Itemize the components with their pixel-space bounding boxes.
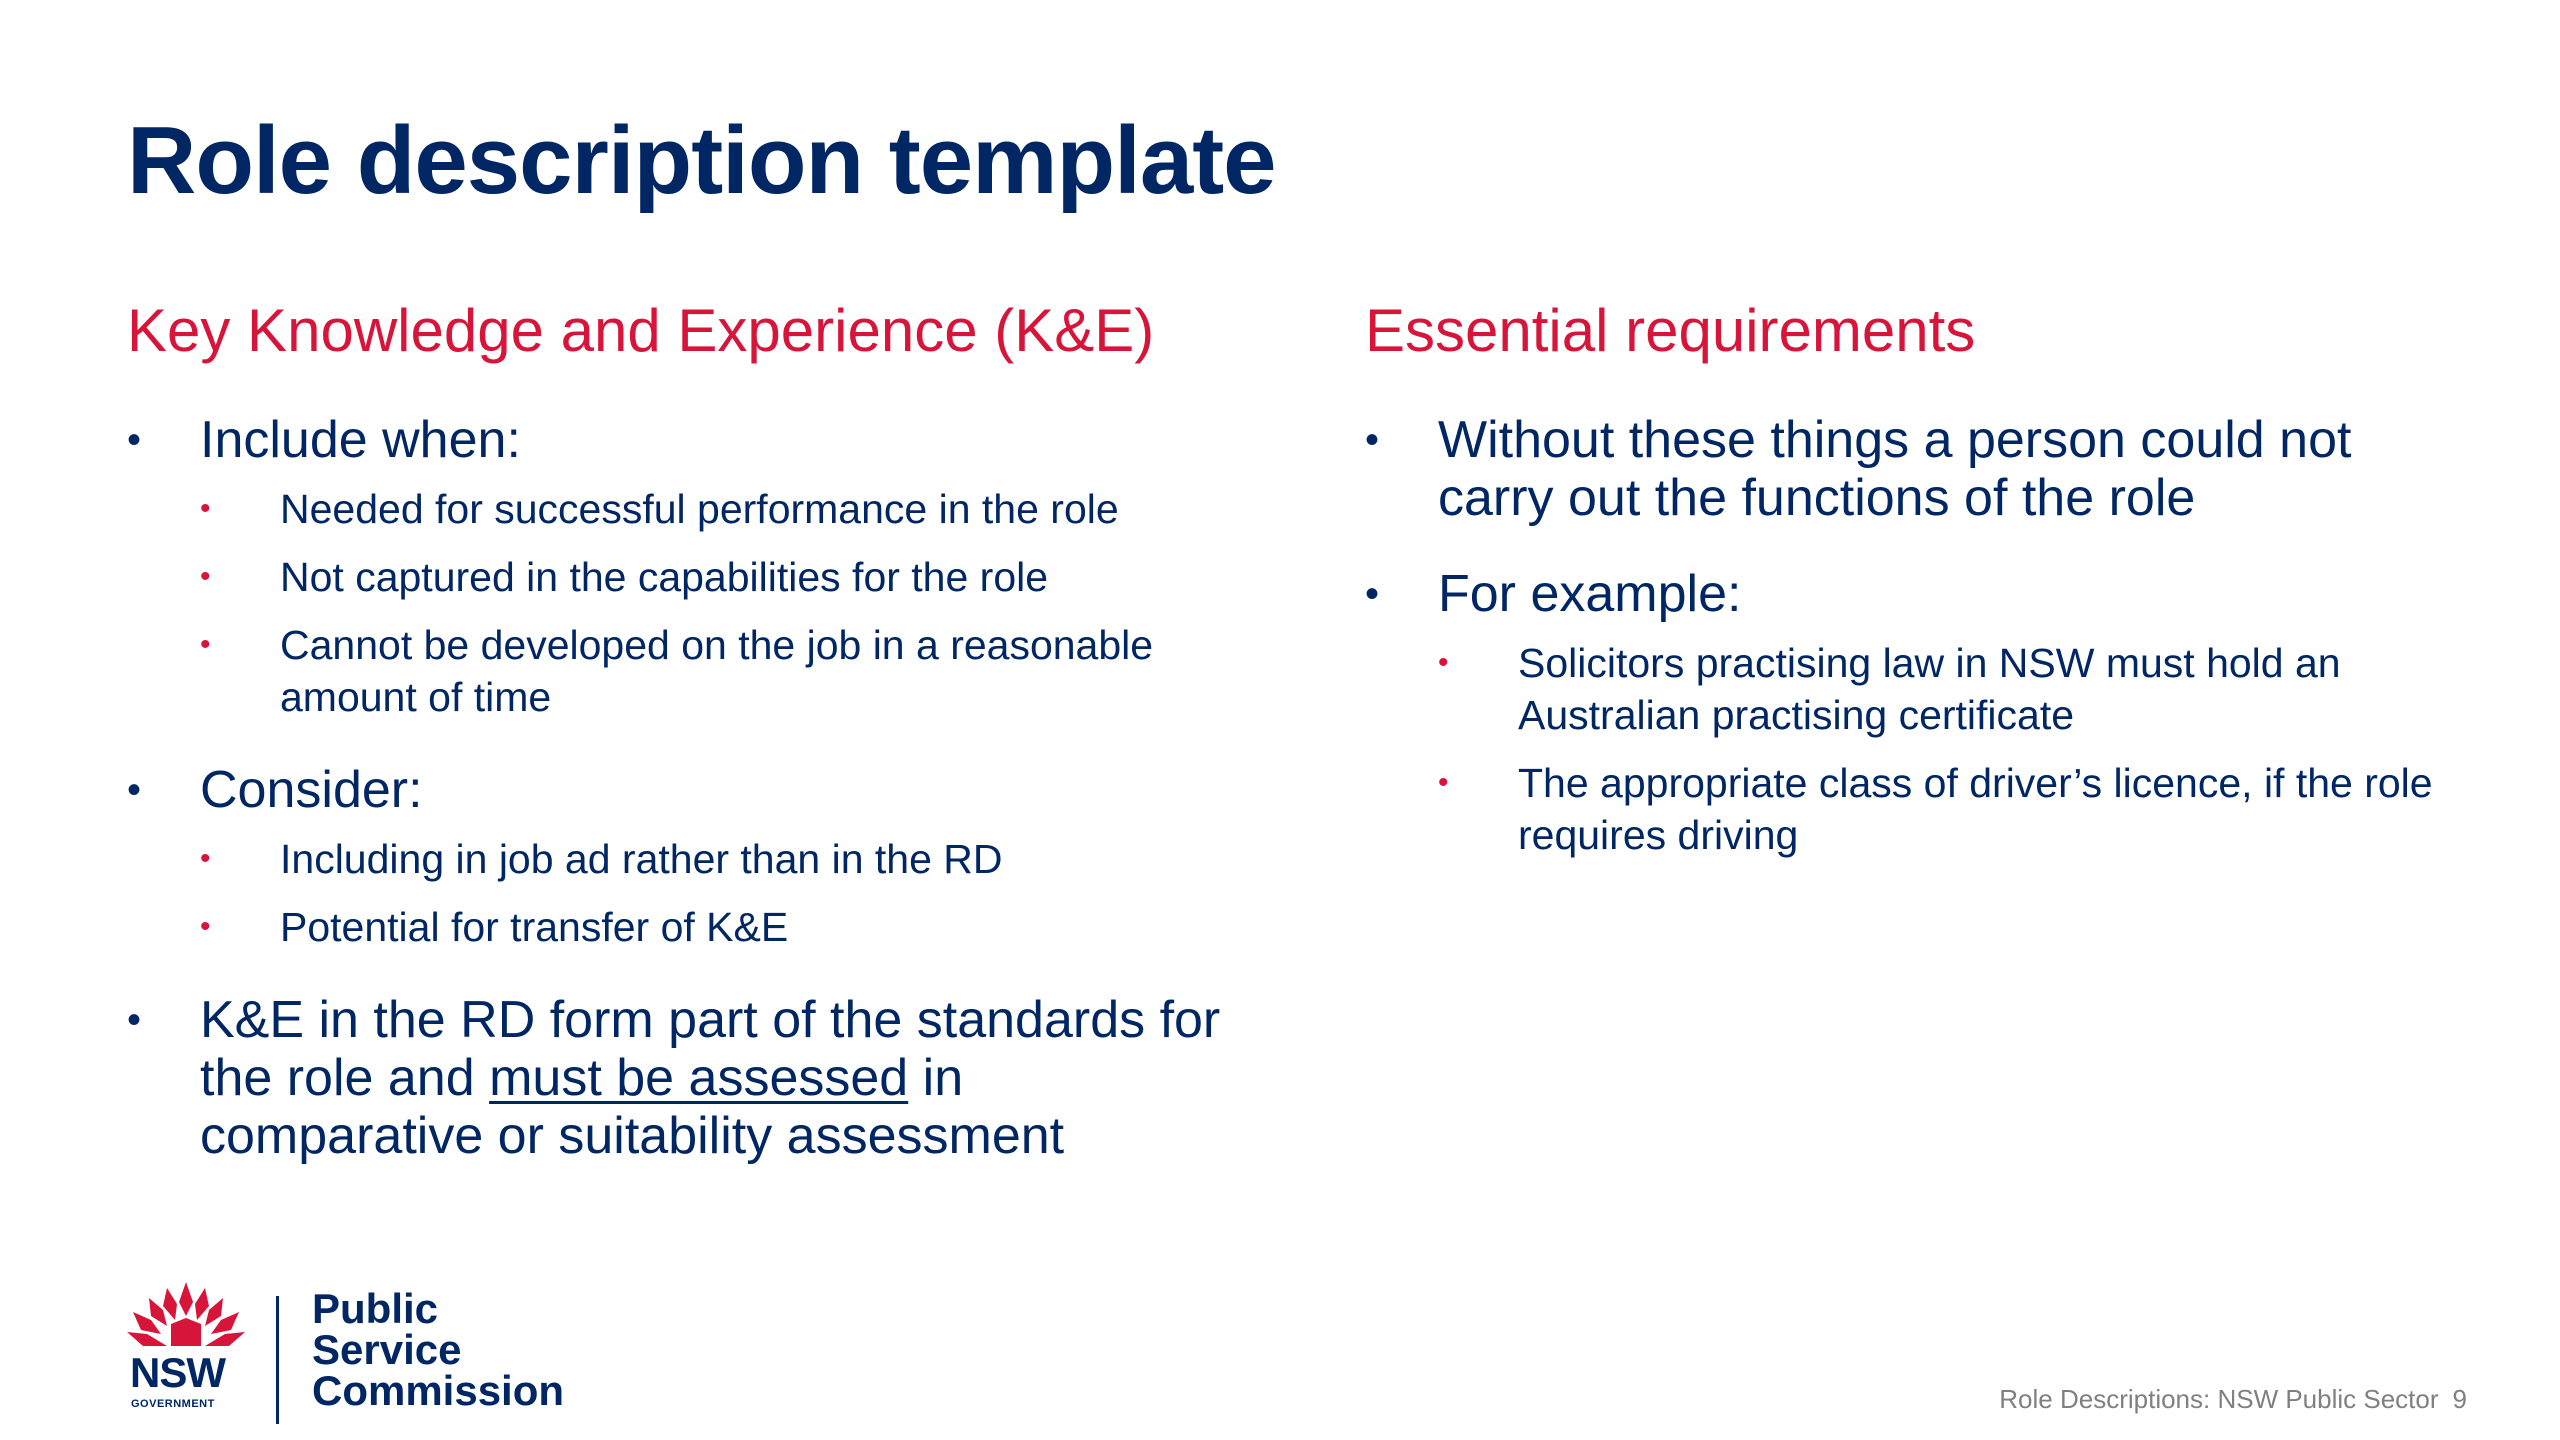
sub-list-item (200, 551, 1247, 603)
sub-list-item-text: Needed for successful performance in the role (280, 486, 1119, 532)
bullet-icon: • (1365, 572, 1380, 616)
sub-list-item-text: Potential for transfer of K&E (280, 904, 789, 950)
bullet-icon: • (200, 842, 211, 875)
bullet-icon: • (200, 628, 211, 661)
list-item-text: Consider: (200, 761, 423, 819)
list-item-text: For example: (1438, 565, 1742, 623)
sub-list-item-text: Solicitors practising law in NSW must hold an Australian practising certificate (1518, 640, 2341, 738)
sub-list-item (1438, 637, 2465, 741)
sub-list-item (1438, 757, 2465, 861)
page-title: Role description template (127, 107, 1276, 214)
sub-list-item-text: The appropriate class of driver’s licence, if the role requires driving (1518, 760, 2433, 858)
sub-list-item (200, 901, 1247, 953)
right-heading: Essential requirements (1365, 297, 1976, 364)
list-item-text-start: K&E in the RD form part of the standards for the role and (200, 991, 1221, 1107)
sub-list-item (200, 483, 1247, 535)
sub-list (200, 483, 1247, 723)
bullet-icon: • (200, 560, 211, 593)
psc-wordmark (312, 1285, 565, 1414)
sub-list-item-text: Cannot be developed on the job in a reasonable amount of time (280, 622, 1154, 720)
page-number: 9 (2452, 1384, 2467, 1414)
sub-list-item (200, 619, 1247, 723)
list-item-text-end: in comparative or suitability assessment (200, 1049, 1065, 1165)
bullet-icon: • (127, 998, 142, 1042)
sub-list-item-text: Including in job ad rather than in the RD (280, 836, 1003, 882)
footer (1999, 1384, 2467, 1415)
bullet-icon: • (127, 768, 142, 812)
list-item (127, 991, 1247, 1165)
sub-list (1438, 637, 2465, 861)
waratah-flower-icon (127, 1280, 245, 1350)
bullet-icon: • (1365, 418, 1380, 462)
list-item (1365, 565, 2465, 861)
footer-text: Role Descriptions: NSW Public Sector (1999, 1384, 2439, 1414)
list-item (1365, 411, 2465, 527)
bullet-icon: • (127, 418, 142, 462)
government-wordmark: GOVERNMENT (131, 1398, 215, 1410)
list-item-text: Without these things a person could not carry out the functions of the role (1438, 411, 2352, 527)
logo-divider (276, 1296, 279, 1424)
bullet-icon: • (200, 910, 211, 943)
nsw-wordmark: NSW (130, 1349, 225, 1396)
left-column (127, 295, 1247, 1165)
psc-line-1: Public (312, 1285, 439, 1332)
bullet-icon: • (200, 492, 211, 525)
sub-list-item-text: Not captured in the capabilities for the role (280, 554, 1049, 600)
sub-list-item (200, 833, 1247, 885)
nsw-psc-logo (127, 1280, 587, 1430)
list-item (127, 411, 1247, 723)
right-column (1365, 295, 2465, 861)
bullet-icon: • (1438, 646, 1449, 679)
sub-list (200, 833, 1247, 953)
right-bullet-list (1365, 411, 2465, 861)
underlined-emphasis: must be assessed (489, 1049, 909, 1107)
list-item-text: Include when: (200, 411, 521, 469)
left-heading: Key Knowledge and Experience (K&E) (127, 297, 1155, 364)
psc-line-2: Service (312, 1326, 462, 1373)
psc-line-3: Commission (312, 1367, 565, 1414)
left-bullet-list (127, 411, 1247, 1165)
list-item (127, 761, 1247, 953)
bullet-icon: • (1438, 766, 1449, 799)
